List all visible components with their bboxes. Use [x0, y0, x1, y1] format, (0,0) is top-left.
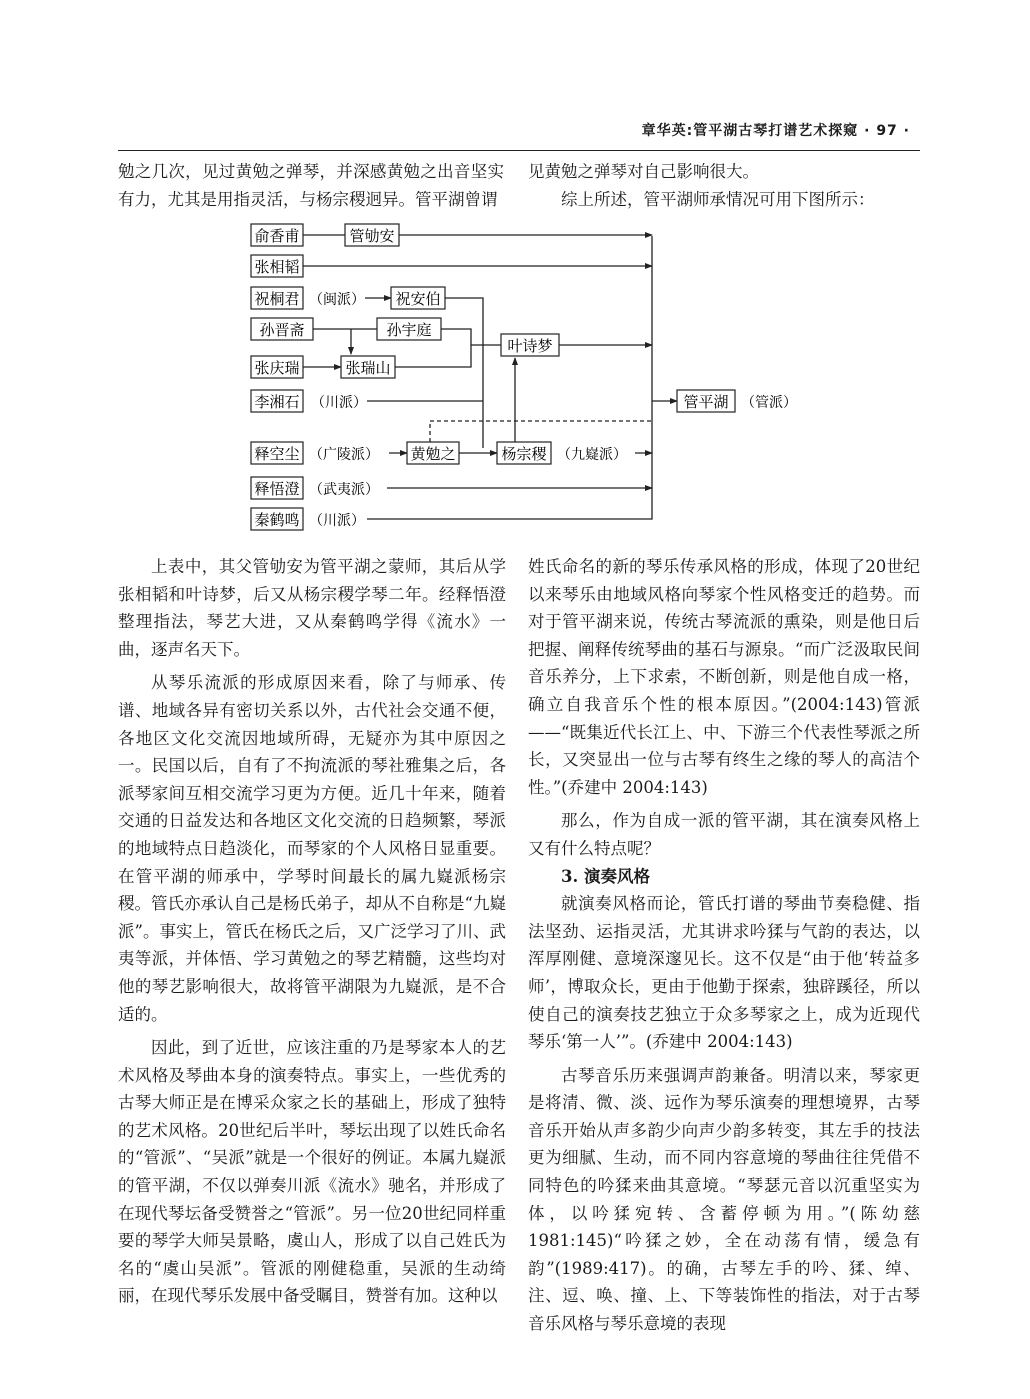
node-ye-shimeng: 叶诗梦: [507, 337, 553, 355]
paragraph: 因此，到了近世，应该注重的乃是琴家本人的艺术风格及琴曲本身的演奏特点。事实上，一些优秀的古琴大师正是在博采众家之长的基础上，形成了独特的艺术风格。20世纪后半叶，琴坛出现了以姓氏命名的“管派”、“吴派”就是一个很好的例证。本属九嶷派的管平湖，不仅以弹奏川派《流水》驰名，并形成了在现代琴坛备受赞誉之“管派”。另一位20世纪同样重要的琴学大师吴景略，虞山人，形成了以自己姓氏为名的“虞山吴派”。管派的刚健稳重，吴派的生动绮丽，在现代琴乐发展中备受瞩目，赞誉有加。这种以: [118, 1038, 506, 1306]
paragraph: 勉之几次，见过黄勉之弹琴，并深感黄勉之出音坚实有力，尤其是用指灵活，与杨宗稷迥异。管平湖曾谓: [118, 162, 504, 209]
dashed-edge: [430, 421, 652, 442]
node-yu-xiangfu: 俞香甫: [254, 227, 300, 245]
lineage-diagram: [245, 218, 825, 538]
top-left-text: [118, 158, 504, 213]
edge: [441, 329, 501, 345]
node-huang-mianzhi: 黄勉之: [410, 445, 456, 463]
node-shi-kongchen: 释空尘: [254, 445, 300, 463]
section-heading: 3. 演奏风格: [561, 866, 650, 886]
node-yang-zongji: 杨宗稷: [501, 445, 547, 463]
left-column: [118, 553, 506, 1310]
node-zhang-ruishan: 张瑞山: [345, 359, 391, 377]
paragraph: 见黄勉之弹琴对自己影响很大。: [528, 162, 759, 181]
running-header: [118, 118, 920, 151]
label-guangling-pai: （广陵派）: [309, 447, 379, 463]
node-zhu-anbo: 祝安伯: [395, 290, 441, 308]
edge: [445, 298, 483, 448]
paragraph: 那么，作为自成一派的管平湖，其在演奏风格上又有什么特点呢？: [528, 811, 920, 858]
node-zhang-qingrui: 张庆瑞: [254, 359, 300, 377]
node-sun-jinzhai: 孙晋斋: [259, 321, 305, 339]
label-wuyi-pai: （武夷派）: [309, 482, 379, 498]
edge: [395, 345, 471, 367]
label-chuan-pai-1: （川派）: [311, 395, 367, 411]
node-sun-yuting: 孙宇庭: [386, 321, 432, 339]
node-zhu-tongjun: 祝桐君: [254, 290, 300, 308]
node-guan-nian: 管劬安: [349, 227, 395, 245]
paragraph: 古琴音乐历来强调声韵兼备。明清以来，琴家更是将清、微、淡、远作为琴乐演奏的理想境界，古琴音乐开始从声多韵少向声少韵多转变，其左手的技法更为细腻、生动，而不同内容意境的琴曲往往凭借不同特色的吟猱来曲其意境。“琴瑟元音以沉重坚实为体，以吟猱宛转、含蓄停顿为用。”(陈幼慈 1981:145)“吟猱之妙，全在动荡有情，缓急有韵”(1989:417)。的确，古琴左手的吟、猱、绰、注、逗、唤、撞、上、下等装饰性的指法，对于古琴音乐风格与琴乐意境的表现: [528, 1065, 920, 1334]
node-guan-pinghu: 管平湖: [683, 393, 729, 411]
node-li-xiangshi: 李湘石: [254, 393, 300, 411]
label-min-pai: （闽派）: [309, 292, 365, 308]
top-right-text: [528, 158, 920, 213]
paragraph: 上表中，其父管劬安为管平湖之蒙师，其后从学张相韬和叶诗梦，后又从杨宗稷学琴二年。经释悟澄整理指法，琴艺大进，又从秦鹤鸣学得《流水》一曲，逐声名天下。: [118, 557, 506, 659]
label-guan-pai: （管派）: [741, 395, 797, 411]
label-chuan-pai-2: （川派）: [309, 513, 365, 529]
node-qin-heming: 秦鹤鸣: [254, 511, 300, 529]
label-jiuyi-pai: （九嶷派）: [557, 447, 627, 463]
node-zhang-xiangtao: 张相韬: [254, 258, 300, 276]
diagram-intro: 综上所述，管平湖师承情况可用下图所示：: [561, 189, 875, 209]
paragraph: 从琴乐流派的形成原因来看，除了与师承、传谱、地域各异有密切关系以外，古代社会交通不便，各地区文化交流因地域所碍，无疑亦为其中原因之一。民国以后，自有了不拘流派的琴社雅集之后，各派琴家间互相交流学习更为方便。近几十年来，随着交通的日益发达和各地区文化交流的日趋频繁，琴派的地域特点日趋淡化，而琴家的个人风格日显重要。在管平湖的师承中，学琴时间最长的属九嶷派杨宗稷。管氏亦承认自己是杨氏弟子，却从不自称是“九嶷派”。事实上，管氏在杨氏之后，又广泛学习了川、武夷等派，并体悟、学习黄勉之的琴艺精髓，这些均对他的琴艺影响很大，故将管平湖限为九嶷派，是不合适的。: [118, 673, 506, 1024]
edge: [367, 515, 652, 519]
right-column: [528, 553, 920, 1338]
node-shi-wucheng: 释悟澄: [254, 480, 300, 498]
paragraph: 就演奏风格而论，管氏打谱的琴曲节奏稳健、指法坚劲、运指灵活，尤其讲求吟猱与气韵的表达，以浑厚刚健、意境深邃见长。这不仅是“由于他‘转益多师’，博取众长，更由于他勤于探索，独辟蹊径，所以使自己的演奏技艺独立于众多琴家之上，成为近现代琴乐‘第一人’”。(乔建中 2004:143): [528, 894, 920, 1052]
paragraph: 姓氏命名的新的琴乐传承风格的形成，体现了20世纪以来琴乐由地域风格向琴家个性风格变迁的趋势。而对于管平湖来说，传统古琴流派的熏染，则是他日后把握、阐释传统琴曲的基石与源泉。“而广泛汲取民间音乐养分，上下求索，不断创新，则是他自成一格，确立自我音乐个性的根本原因。”(2004:143)管派——“既集近代长江上、中、下游三个代表性琴派之所长，又突显出一位与古琴有终生之缘的琴人的高洁个性。”(乔建中 2004:143): [528, 557, 920, 797]
running-title: 章华英:管平湖古琴打谱艺术探窥 · 97 ·: [641, 123, 910, 139]
